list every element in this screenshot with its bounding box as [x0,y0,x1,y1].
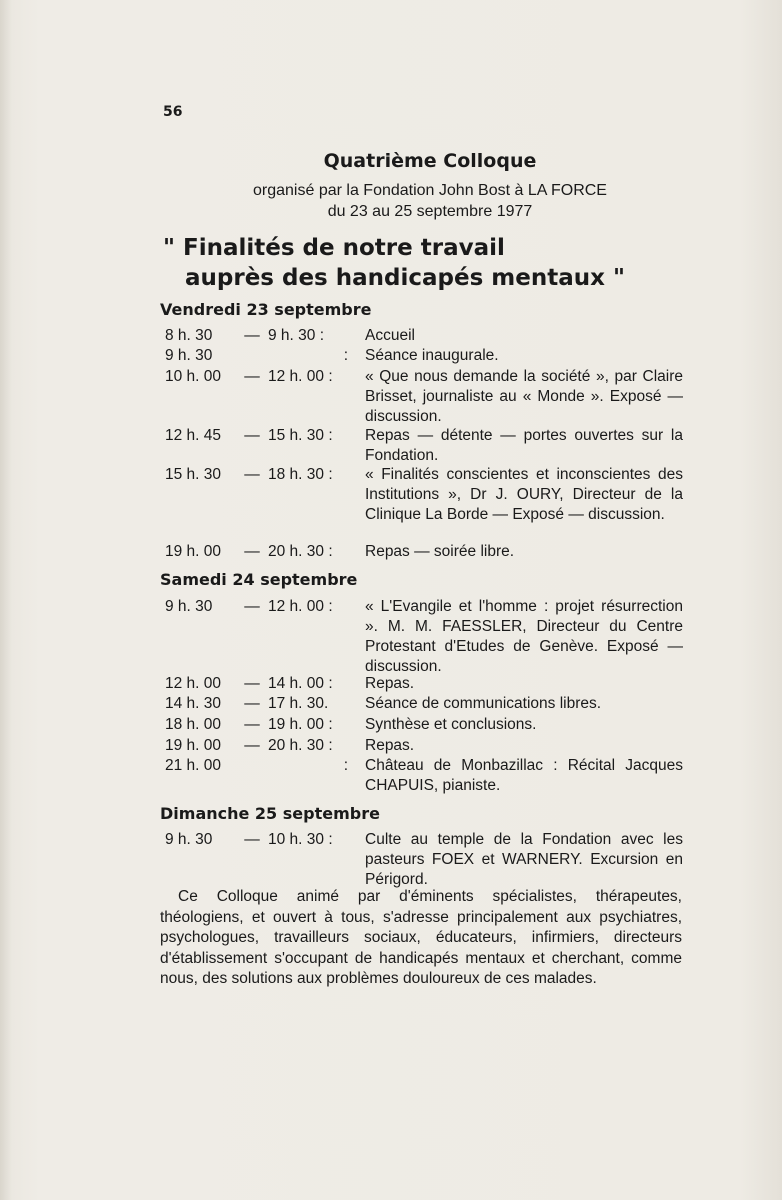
start-time: 10 h. 00 [165,368,222,385]
event-description: Synthèse et conclusions. [365,716,537,733]
start-time: 9 h. 30 [165,831,213,848]
start-time: 19 h. 00 [165,737,222,754]
end-time: : [343,757,348,774]
colloquium-theme [163,233,625,293]
event-description: Séance de communications libres. [365,695,602,712]
event-description: « Que nous demande la société », par Claire Brisset, journaliste au « Monde ». Exposé — discussion. [365,368,683,425]
end-time: 15 h. 30 : [268,427,333,444]
event-description: Repas. [365,737,415,754]
start-time: 12 h. 45 [165,427,222,444]
dash: — [244,327,260,344]
subtitle-organizer: organisé par la Fondation John Bost à LA FORCE [253,182,607,199]
document-title: Quatrième Colloque [323,150,537,172]
end-time: : [343,347,348,364]
start-time: 9 h. 30 [165,347,213,364]
closing-paragraph: Ce Colloque animé par d'éminents spécialistes, thérapeutes, théologiens, et ouvert à tous, s'adresse principalement aux psychiatres, psychologues, travailleurs sociaux, éducateurs, infirmiers, directeurs d'établissement s'occupant de handicapés mentaux et cherchant, comme nous, des solutions aux problèmes douloureux de ces malades. [160,888,682,987]
dash: — [244,716,260,733]
start-time: 18 h. 00 [165,716,222,733]
dash: — [244,427,260,444]
end-time: 14 h. 00 : [268,675,333,692]
start-time: 19 h. 00 [165,543,222,560]
event-description: Repas — détente — portes ouvertes sur la Fondation. [365,427,683,464]
end-time: 17 h. 30. [268,695,329,712]
dash: — [244,598,260,615]
end-time: 12 h. 00 : [268,368,333,385]
end-time: 18 h. 30 : [268,466,333,483]
theme-line-2: auprès des handicapés mentaux " [185,265,625,291]
dash: — [244,831,260,848]
dash: — [244,368,260,385]
start-time: 12 h. 00 [165,675,222,692]
start-time: 8 h. 30 [165,327,213,344]
event-description: Repas. [365,675,415,692]
day-heading-sunday: Dimanche 25 septembre [160,804,380,823]
end-time: 20 h. 30 : [268,737,333,754]
dash: — [244,466,260,483]
subtitle-dates: du 23 au 25 septembre 1977 [327,203,533,220]
event-description: Culte au temple de la Fondation avec les pasteurs FOEX et WARNERY. Excursion en Périgord. [365,831,683,888]
start-time: 15 h. 30 [165,466,222,483]
day-heading-friday: Vendredi 23 septembre [160,300,372,319]
event-description: « Finalités conscientes et inconscientes des Institutions », Dr J. OURY, Directeur de la Clinique La Borde — Exposé — discussion. [365,466,683,523]
end-time: 19 h. 00 : [268,716,333,733]
dash: — [244,675,260,692]
end-time: 9 h. 30 : [268,327,325,344]
start-time: 9 h. 30 [165,598,213,615]
dash: — [244,737,260,754]
event-description: Séance inaugurale. [365,347,499,364]
dash: — [244,695,260,712]
theme-line-1: " Finalités de notre travail [163,235,505,261]
page-number: 56 [163,104,183,120]
end-time: 10 h. 30 : [268,831,333,848]
dash: — [244,543,260,560]
start-time: 14 h. 30 [165,695,222,712]
end-time: 12 h. 00 : [268,598,333,615]
event-description: « L'Evangile et l'homme : projet résurrection ». M. M. FAESSLER, Directeur du Centre Protestant d'Etudes de Genève. Exposé — discussion. [365,598,683,675]
end-time: 20 h. 30 : [268,543,333,560]
start-time: 21 h. 00 [165,757,222,774]
event-description: Château de Monbazillac : Récital Jacques CHAPUIS, pianiste. [365,757,683,794]
event-description: Accueil [365,327,415,344]
day-heading-saturday: Samedi 24 septembre [160,570,358,589]
event-description: Repas — soirée libre. [365,543,515,560]
